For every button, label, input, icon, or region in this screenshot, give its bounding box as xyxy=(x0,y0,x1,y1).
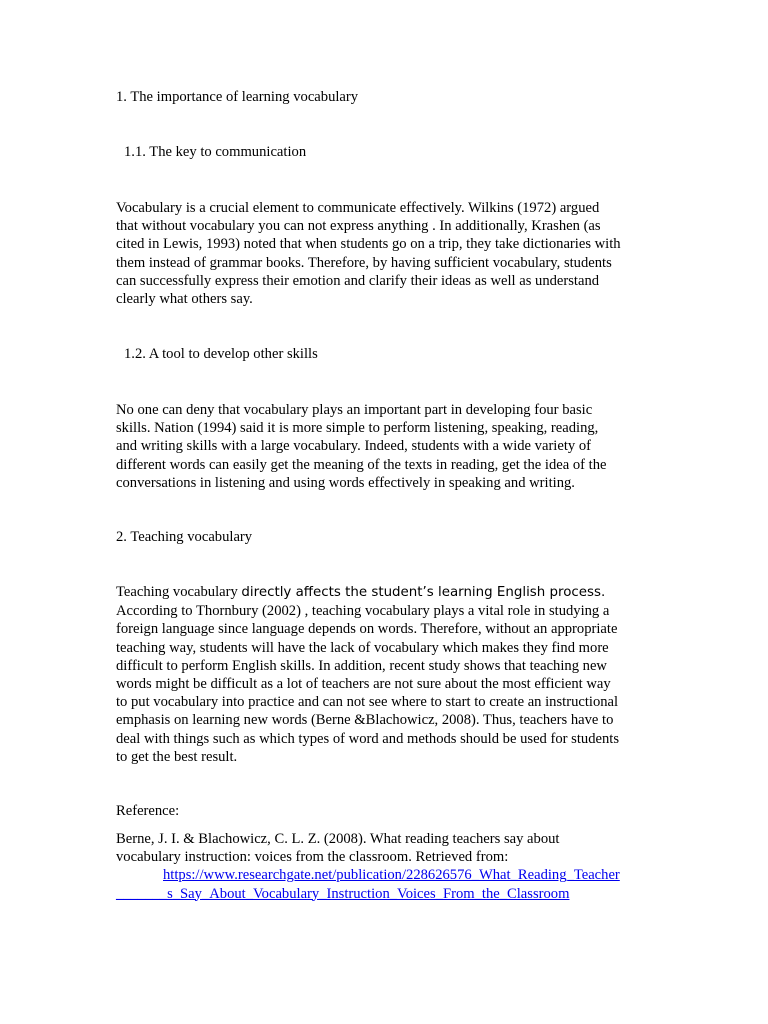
paragraph-line: emphasis on learning new words (Berne &Blachowicz, 2008). Thus, teachers have to xyxy=(116,712,614,729)
first-line-start: Teaching vocabulary xyxy=(116,584,242,600)
reference-entry xyxy=(116,830,656,903)
paragraph-key-to-communication xyxy=(116,199,656,308)
subsection-heading-1-1: 1.1. The key to communication xyxy=(124,144,307,160)
paragraph-line: different words can easily get the meaning of the texts in reading, get the idea of the xyxy=(116,456,607,473)
paragraph-line: them instead of grammar books. Therefore, by having sufficient vocabulary, students xyxy=(116,254,612,271)
section-heading-1: 1. The importance of learning vocabulary xyxy=(116,89,359,105)
paragraph-line: skills. Nation (1994) said it is more simple to perform listening, speaking, reading, xyxy=(116,420,599,437)
paragraph-line: Vocabulary is a crucial element to communicate effectively. Wilkins (1972) argued xyxy=(116,200,600,216)
paragraph-line: foreign language since language depends on words. Therefore, without an appropriate xyxy=(116,621,618,638)
paragraph-line: teaching way, students will have the lack of vocabulary which makes they find more xyxy=(116,639,609,656)
paragraph-teaching-vocabulary xyxy=(116,583,656,766)
reference-line: vocabulary instruction: voices from the classroom. Retrieved from: xyxy=(116,849,509,866)
paragraph-line: that without vocabulary you can not express anything . In additionally, Krashen (as xyxy=(116,218,601,235)
reference-line: Berne, J. I. & Blachowicz, C. L. Z. (2008). What reading teachers say about xyxy=(116,831,560,847)
reference-url-line xyxy=(116,885,656,903)
paragraph-line: can successfully express their emotion and clarify their ideas as well as understand xyxy=(116,272,600,289)
paragraph-line: cited in Lewis, 1993) noted that when students go on a trip, they take dictionaries with xyxy=(116,236,621,253)
section-heading-2: 2. Teaching vocabulary xyxy=(116,529,253,545)
paragraph-line: difficult to perform English skills. In addition, recent study shows that teaching new xyxy=(116,657,607,674)
first-line-end: directly affects the student’s learning English process. xyxy=(241,585,606,600)
paragraph-line: to get the best result. xyxy=(116,748,238,765)
paragraph-line: to put vocabulary into practice and can not see where to start to create an instructional xyxy=(116,694,619,711)
paragraph-line: deal with things such as which types of word and methods should be used for students xyxy=(116,730,620,747)
paragraph-line: According to Thornbury (2002) , teaching vocabulary plays a vital role in studying a xyxy=(116,603,610,620)
subsection-heading-1-2: 1.2. A tool to develop other skills xyxy=(124,346,318,362)
paragraph-line: No one can deny that vocabulary plays an important part in developing four basic xyxy=(116,402,593,418)
paragraph-line: and writing skills with a large vocabulary. Indeed, students with a wide variety of xyxy=(116,438,591,455)
paragraph-line: words might be difficult as a lot of teachers are not sure about the most efficient way xyxy=(116,676,611,693)
paragraph-tool-to-develop-skills xyxy=(116,401,656,492)
paragraph-line xyxy=(116,583,656,602)
reference-url-link-continued[interactable]: _______s_Say_About_Vocabulary_Instruction_Voices_From_the_Classroom xyxy=(116,885,570,902)
reference-heading: Reference: xyxy=(116,803,180,819)
reference-url-link[interactable]: https://www.researchgate.net/publication/228626576_What_Reading_Teacher xyxy=(163,867,620,884)
reference-url-line xyxy=(116,866,656,884)
paragraph-line: conversations in listening and using words effectively in speaking and writing. xyxy=(116,474,575,491)
paragraph-line: clearly what others say. xyxy=(116,291,253,308)
